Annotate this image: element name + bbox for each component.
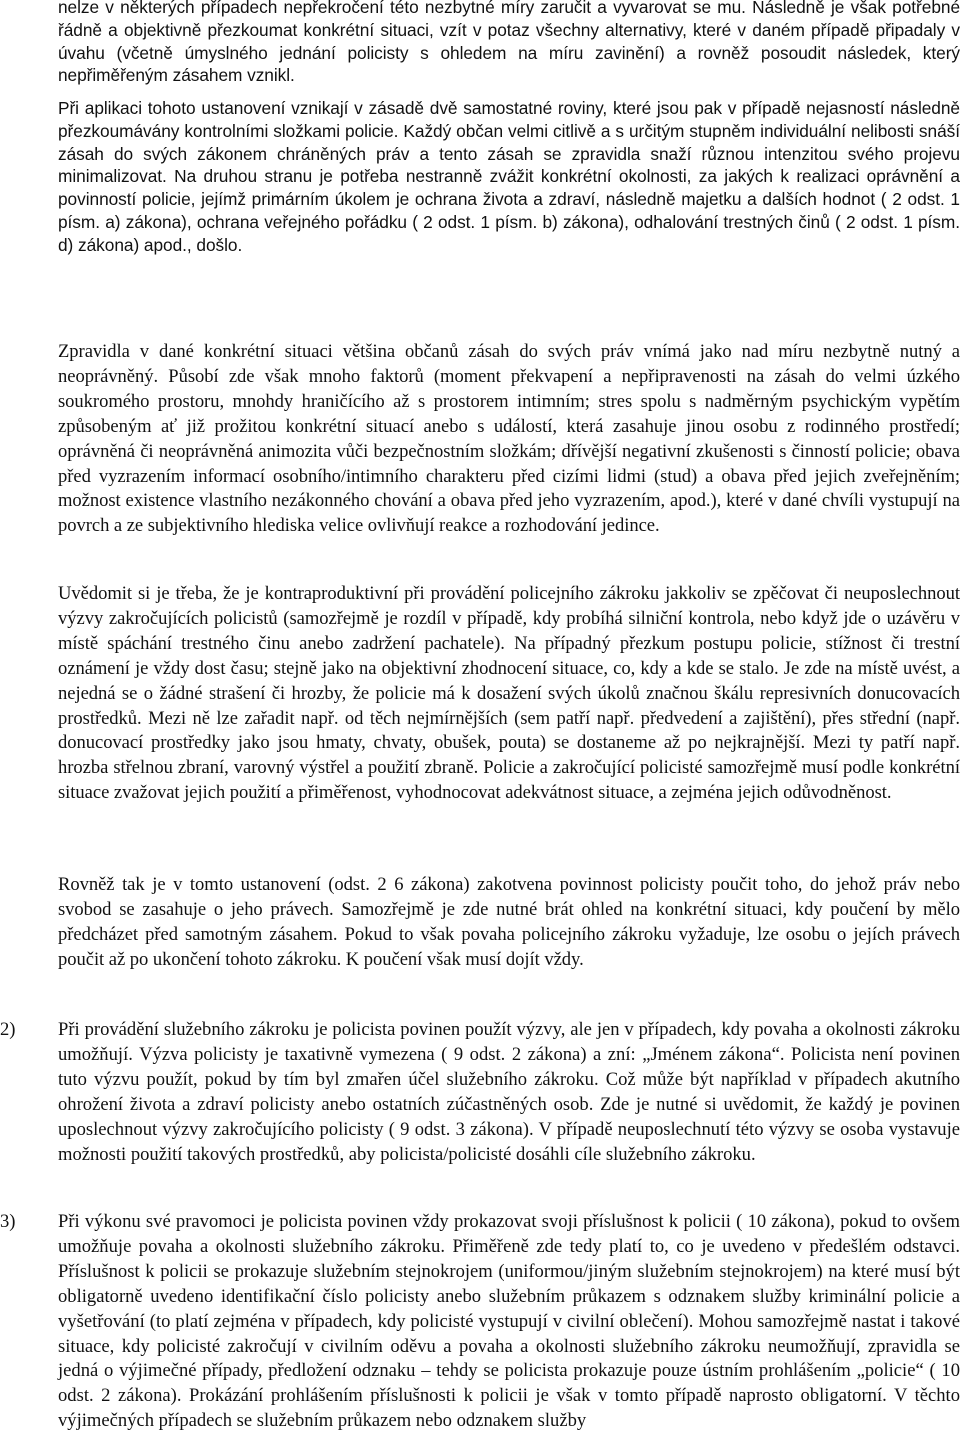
paragraph-3: Zpravidla v dané konkrétní situaci většina občanů zásah do svých práv vnímá jako nad míru nezbytně nutný a neoprávněný. Působí zde však mnoho faktorů (moment překvapení a nepřipravenosti na zásah do velmi úzkého soukromého prostoru, mnohdy hraničícího až s prostorem intimním; stres spolu s nadměrným psychickým vypětím způsobeným ať již prožitou konkrétní situací anebo s událostí, která zasahuje jinou osobu z rodinného prostředí; oprávněná či neoprávněná animozita vůči bezpečnostním složkám; dřívější negativní zkušenosti s činností policie; obava před vyzrazením informací osobního/intimního charakteru před cizími lidmi (stud) a obava před jejich zveřejněním; možnost existence vlastního nezákonného chování a obava před jeho vyzrazením, apod.), které v dané chvíli vystupují na povrch a ze subjektivního hlediska velice ovlivňují reakce a rozhodování jedince. [58,341,960,537]
list-text: Při provádění služebního zákroku je policista povinen použít výzvy, ale jen v případech, kdy povaha a okolnosti zákroku umožňují. Výzva policisty je taxativně vymezena ( 9 odst. 2 zákona) a zní: „Jménem zákona“. Policista není povinen tuto výzvu použít, pokud by tím byl zmařen účel služebního zákroku. Což může být například v případech akutního ohrožení života a zdraví policisty anebo ostatních zúčastněných osob. Zde je nutné si uvědomit, že každý je povinen uposlechnout výzvy zakročujícího policisty ( 9 odst. 3 zákona). V případě neuposlechnutí této výzvy se osoba vystavuje možnosti použití takových prostředků, aby policista/policisté dosáhli cíle služebního zákroku. [58,1019,960,1165]
paragraph-4: Uvědomit si je třeba, že je kontraproduktivní při provádění policejního zákroku jakkoliv se zpěčovat či neuposlechnout výzvy zakročujících policistů (samozřejmě je rozdíl v případě, kdy probíhá silniční kontrola, nebo když jde o uzávěru v místě spáchání trestného činu anebo zadržení pachatele). Na případný přezkum postupu policie, stížnost či trestní oznámení je vždy dost času; stejně jako na objektivní zhodnocení situace, co, kdy a kde se stalo. Je zde na místě uvést, a nejedná se o žádné strašení či hrozby, že policie má k dosažení svých úkolů značnou škálu represivních donucovacích prostředků. Mezi ně lze zařadit např. od těch nejmírnějších (sem patří např. předvedení a zajištění), přes střední (např. donucovací prostředky jako jsou hmaty, chvaty, obušek, pouta) se dostaneme až po nejkrajnější. Mezi ty patří např. hrozba střelnou zbraní, varovný výstřel a použití zbraně. Policie a zakročující policisté samozřejmě musí podle konkrétní situace zvažovat jejich použití a přiměřenost, vyhodnocovat adekvátnost situace, a zejména jejich odůvodněnost. [58,583,960,804]
paragraph-5: Rovněž tak je v tomto ustanovení (odst. 2 6 zákona) zakotvena povinnost policisty poučit toho, do jehož práv nebo svobod se zasahuje o jeho právech. Samozřejmě je zde nutné brát ohled na konkrétní situaci, kdy poučení by mělo předcházet před samotným zásahem. Pokud to však povaha policejního zákroku vyžaduje, lze osobu o jejích právech poučit až po ukončení tohoto zákroku. K poučení však musí dojít vždy. [58,874,960,970]
list-number: 3) [0,1211,16,1232]
list-text: Při výkonu své pravomoci je policista povinen vždy prokazovat svoji příslušnost k policii ( 10 zákona), pokud to ovšem umožňuje povaha a okolnosti služebního zákroku. Přiměřeně zde tedy platí to, co je uvedeno v předešlém odstavci. Příslušnost k policii se prokazuje služebním stejnokrojem (uniformou/jiným služebním stejnokrojem) na které musí být obligatorně uvedeno identifikační číslo policisty anebo služebním průkazem s odznakem služby kriminální policie a vyšetřování (to platí zejména v případech, kdy policisté vystupují v civilní oblečení). Mohou samozřejmě nastat i takové situace, kdy policisté zakročují v civilním oděvu a povaha a okolnosti služebního zákroku neumožňují, zpravidla se jedná o výjimečné případy, předložení odznaku – tehdy se policista prokazuje pouze ústním prohlášením „policie“ ( 10 odst. 2 zákona). Prokázání prohlášením příslušnosti k policii je však v tomto případě naprosto obligatorní. V těchto výjimečných případech se služebním průkazem nebo odznakem služby [58,1211,960,1432]
paragraph-1: nelze v některých případech nepřekročení této nezbytné míry zaručit a vyvarovat se mu. Následně je však potřebné řádně a objektivně přezkoumat konkrétní situaci, vzít v potaz všechny alternativy, které v daném případě připadaly v úvahu (včetně úmyslného jednání policisty s ohledem na míru zavinění) a rovněž posoudit následek, který nepřiměřeným zásahem vznikl. [58,0,960,86]
list-number: 2) [0,1019,16,1040]
paragraph-2: Při aplikaci tohoto ustanovení vznikají v zásadě dvě samostatné roviny, které jsou pak v případě nejasností následně přezkoumávány kontrolními složkami policie. Každý občan velmi citlivě a s určitým stupněm individuální nelibosti snáší zásah do svých zákonem chráněných práv a tento zásah se zpravidla snaží různou intenzitou svého projevu minimalizovat. Na druhou stranu je potřeba nestranně zvážit konkrétní okolnosti, za jakých k realizaci oprávnění a povinností policie, jejímž primárním úkolem je ochrana života a zdraví, následně majetku a dalších hodnot ( 2 odst. 1 písm. a) zákona), ochrana veřejného pořádku ( 2 odst. 1 písm. b) zákona), odhalování trestných činů ( 2 odst. 1 písm. d) zákona) apod., došlo. [58,98,960,255]
